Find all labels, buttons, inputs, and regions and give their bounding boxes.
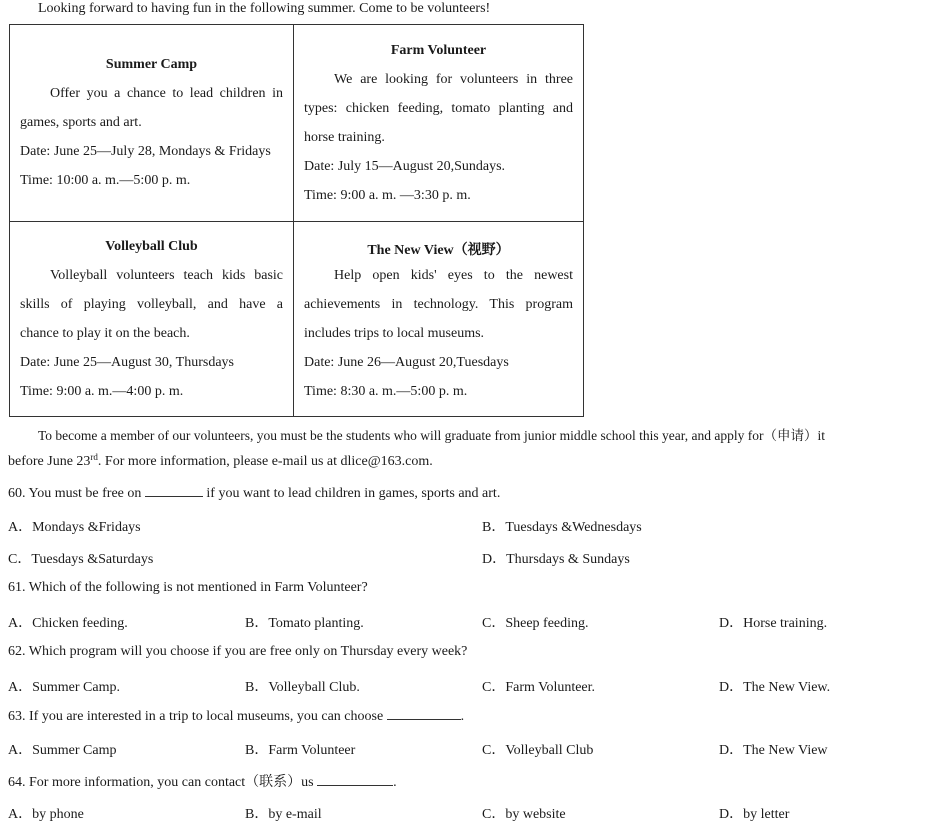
option-d[interactable]: D．Horse training.: [719, 616, 828, 631]
question-stem: if you want to lead children in games, sports and art.: [206, 486, 501, 501]
program-farm-volunteer: [294, 25, 583, 222]
notice-text: . For more information, please e-mail us at dlice@163.com.: [97, 454, 433, 469]
program-time: Time: 9:00 a. m. —3:30 p. m.: [304, 188, 471, 203]
program-volleyball-club: [10, 222, 294, 416]
program-time: Time: 9:00 a. m.—4:00 p. m.: [20, 384, 184, 399]
question-63: [8, 707, 464, 725]
option-d[interactable]: D．The New View: [719, 743, 828, 758]
option-c[interactable]: C．Sheep feeding.: [482, 616, 589, 631]
question-stem: .: [393, 775, 397, 790]
program-desc-line: games, sports and art.: [20, 115, 142, 130]
program-date: Date: July 15—August 20,Sundays.: [304, 159, 506, 174]
program-table: [9, 24, 584, 417]
program-title: Summer Camp: [105, 57, 198, 72]
option-c[interactable]: C．Volleyball Club: [482, 743, 594, 758]
program-date: Date: June 25—August 30, Thursdays: [20, 355, 234, 370]
program-desc-line: skills of playing volleyball, and have a: [20, 297, 283, 312]
question-stem: .: [460, 709, 465, 724]
program-desc-line: horse training.: [304, 130, 385, 145]
program-time: Time: 10:00 a. m.—5:00 p. m.: [20, 173, 191, 188]
option-a[interactable]: A．by phone: [8, 807, 84, 822]
option-d[interactable]: D．by letter: [719, 807, 790, 822]
notice-text: before June 23: [8, 454, 91, 469]
option-b[interactable]: B．by e-mail: [245, 807, 322, 822]
question-61: 61. Which of the following is not mentioned in Farm Volunteer?: [8, 580, 368, 595]
option-a[interactable]: A．Chicken feeding.: [8, 616, 128, 631]
question-64: [8, 771, 397, 791]
program-desc-line: Volleyball volunteers teach kids basic: [50, 268, 283, 283]
question-stem: 64. For more information, you can contact（联系）us: [8, 775, 314, 790]
program-time: Time: 8:30 a. m.—5:00 p. m.: [304, 384, 468, 399]
option-d[interactable]: D．The New View.: [719, 680, 831, 695]
program-summer-camp: [10, 25, 294, 222]
option-c[interactable]: C．Farm Volunteer.: [482, 680, 596, 695]
program-date: Date: June 25—July 28, Mondays & Fridays: [20, 144, 271, 159]
option-c[interactable]: C．Tuesdays &Saturdays: [8, 552, 154, 567]
program-title: Volleyball Club: [105, 239, 198, 254]
ordinal-suffix: rd: [90, 452, 98, 462]
program-desc-line: Help open kids' eyes to the newest: [334, 268, 573, 283]
program-desc-line: types: chicken feeding, tomato planting and: [304, 101, 573, 116]
question-60: [8, 484, 500, 502]
question-stem: 63. If you are interested in a trip to local museums, you can choose: [8, 709, 384, 724]
notice-line-1: To become a member of our volunteers, you must be the students who will graduate from junior middle school this year, and apply for（申请）it: [38, 428, 825, 443]
program-desc-line: chance to play it on the beach.: [20, 326, 190, 341]
option-a[interactable]: A．Summer Camp.: [8, 680, 120, 695]
option-a[interactable]: A．Summer Camp: [8, 743, 117, 758]
option-d[interactable]: D．Thursdays & Sundays: [482, 552, 630, 567]
option-a[interactable]: A．Mondays &Fridays: [8, 520, 141, 535]
program-desc-line: includes trips to local museums.: [304, 326, 485, 341]
option-b[interactable]: B．Tomato planting.: [245, 616, 364, 631]
option-b[interactable]: B．Volleyball Club.: [245, 680, 360, 695]
program-desc-line: Offer you a chance to lead children in: [50, 86, 283, 101]
answer-blank[interactable]: [145, 484, 203, 497]
answer-blank[interactable]: [387, 707, 461, 720]
question-stem: 60. You must be free on: [8, 486, 142, 501]
intro-text: Looking forward to having fun in the following summer. Come to be volunteers!: [38, 1, 491, 16]
question-62: 62. Which program will you choose if you are free only on Thursday every week?: [8, 644, 468, 659]
program-date: Date: June 26—August 20,Tuesdays: [304, 355, 509, 370]
program-title: Farm Volunteer: [390, 43, 487, 58]
program-desc-line: achievements in technology. This program: [304, 297, 573, 312]
option-b[interactable]: B．Tuesdays &Wednesdays: [482, 520, 642, 535]
program-the-new-view: [294, 222, 583, 416]
answer-blank[interactable]: [317, 773, 393, 786]
program-desc-line: We are looking for volunteers in three: [334, 72, 573, 87]
option-c[interactable]: C．by website: [482, 807, 566, 822]
program-title: The New View（视野）: [367, 243, 510, 258]
option-b[interactable]: B．Farm Volunteer: [245, 743, 356, 758]
notice-line-2: [8, 454, 433, 470]
